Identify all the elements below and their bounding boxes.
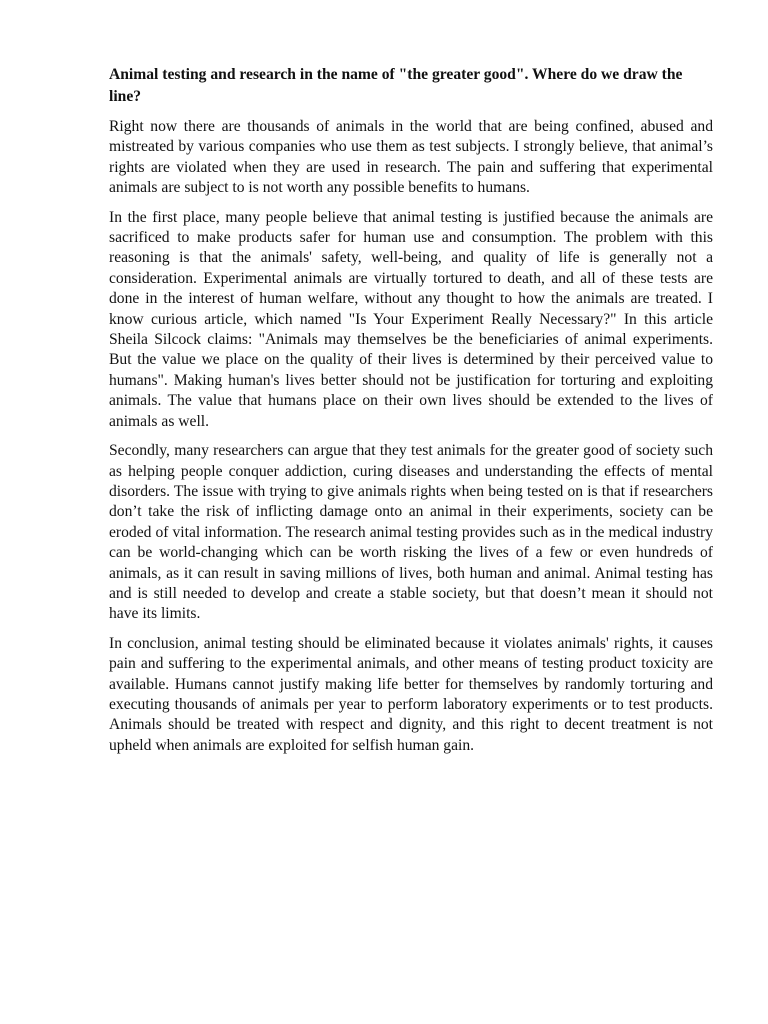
paragraph-conclusion: In conclusion, animal testing should be eliminated because it violates animals' rights, it causes pain and suffering to the experimental animals, and other means of testing product toxicity are available. Humans cannot justify making life better for themselves by randomly torturing and executing thousands of animals per year to perform laboratory experiments or to test products. Animals should be treated with respect and dignity, and this right to decent treatment is not upheld when animals are exploited for selfish human gain. (109, 634, 713, 754)
paragraph-introduction: Right now there are thousands of animals in the world that are being confined, abused and mistreated by various companies who use them as test subjects. I strongly believe, that animal’s rights are violated when they are used in research. The pain and suffering that experimental animals are subject to is not worth any possible benefits to humans. (109, 118, 713, 197)
paragraph-first-argument: In the first place, many people believe that animal testing is justified because the animals are sacrificed to make products safer for human use and consumption. The problem with this reasoning is that the animals' safety, well-being, and quality of life is generally not a consideration. Experimental animals are virtually tortured to death, and all of these tests are done in the interest of human welfare, without any thought to how the animals are treated. I know curious article, which named "Is Your Experiment Really Necessary?" In this article Sheila Silcock claims: "Animals may themselves be the beneficiaries of animal experiments. But the value we place on the quality of their lives is determined by their perceived value to humans". Making human's lives better should not be justification for torturing and exploiting animals. The value that humans place on their own lives should be extended to the lives of animals as well. (109, 208, 713, 430)
document-title: Animal testing and research in the name of "the greater good". Where do we draw the line? (109, 66, 683, 105)
paragraph-second-argument: Secondly, many researchers can argue that they test animals for the greater good of society such as helping people conquer addiction, curing diseases and understanding the effects of mental disorders. The issue with trying to give animals rights when being tested on is that if researchers don’t take the risk of inflicting damage onto an animal in their experiments, society can be eroded of vital information. The research animal testing provides such as in the medical industry can be world-changing which can be worth risking the lives of a few or even hundreds of animals, as it can result in saving millions of lives, both human and animal. Animal testing has and is still needed to develop and create a stable society, but that doesn’t mean it should not have its limits. (109, 442, 713, 623)
document-page (109, 64, 713, 765)
